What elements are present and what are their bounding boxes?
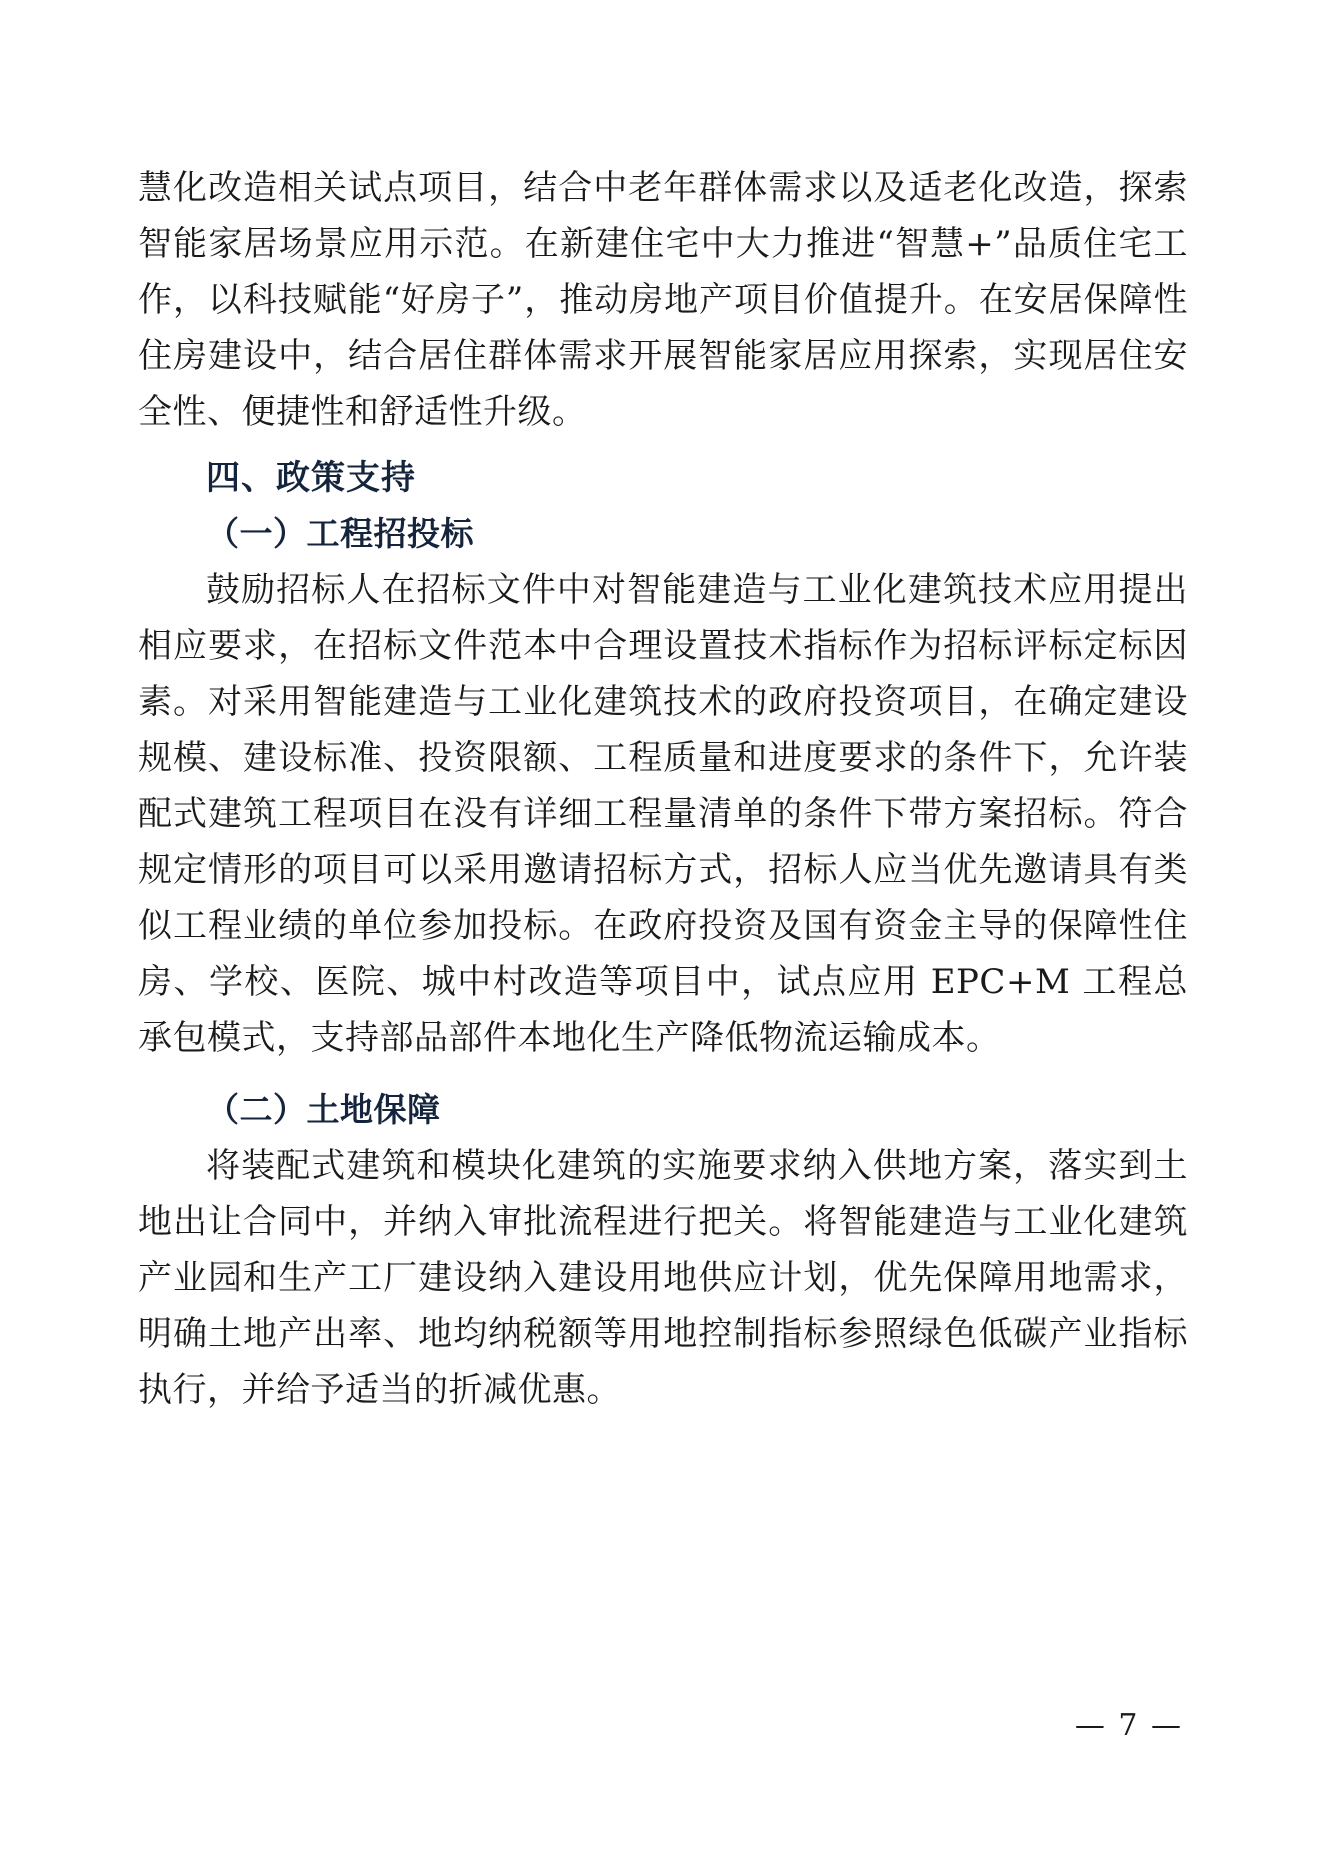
spacer bbox=[138, 1066, 1188, 1082]
paragraph-continued: 慧化改造相关试点项目，结合中老年群体需求以及适老化改造，探索智能家居场景应用示范。在新建住宅中大力推进“智慧+”品质住宅工作，以科技赋能“好房子”，推动房地产项目价值提升。在安居保障性住房建设中，结合居住群体需求开展智能家居应用探索，实现居住安全性、便捷性和舒适性升级。 bbox=[138, 168, 1188, 432]
page-number: — 7 — bbox=[1074, 1708, 1183, 1743]
spacer bbox=[138, 440, 1188, 450]
paragraph-bidding: 鼓励招标人在招标文件中对智能建造与工业化建筑技术应用提出相应要求，在招标文件范本中合理设置技术指标作为招标评标定标因素。对采用智能建造与工业化建筑技术的政府投资项目，在确定建设规模、建设标准、投资限额、工程质量和进度要求的条件下，允许装配式建筑工程项目在没有详细工程量清单的条件下带方案招标。符合规定情形的项目可以采用邀请招标方式，招标人应当优先邀请具有类似工程业绩的单位参加投标。在政府投资及国有资金主导的保障性住房、学校、医院、城中村改造等项目中，试点应用 EPC+M 工程总承包模式，支持部品部件本地化生产降低物流运输成本。 bbox=[138, 570, 1188, 1058]
section-heading: 四、政策支持 bbox=[206, 458, 416, 498]
document-body bbox=[138, 160, 1188, 1418]
subsection-heading-1: （一）工程招投标 bbox=[206, 514, 474, 553]
paragraph-land: 将装配式建筑和模块化建筑的实施要求纳入供地方案，落实到土地出让合同中，并纳入审批流程进行把关。将智能建造与工业化建筑产业园和生产工厂建设纳入建设用地供应计划，优先保障用地需求，明确土地产出率、地均纳税额等用地控制指标参照绿色低碳产业指标执行，并给予适当的折减优惠。 bbox=[138, 1146, 1188, 1410]
subsection-heading-2: （二）土地保障 bbox=[206, 1090, 441, 1129]
